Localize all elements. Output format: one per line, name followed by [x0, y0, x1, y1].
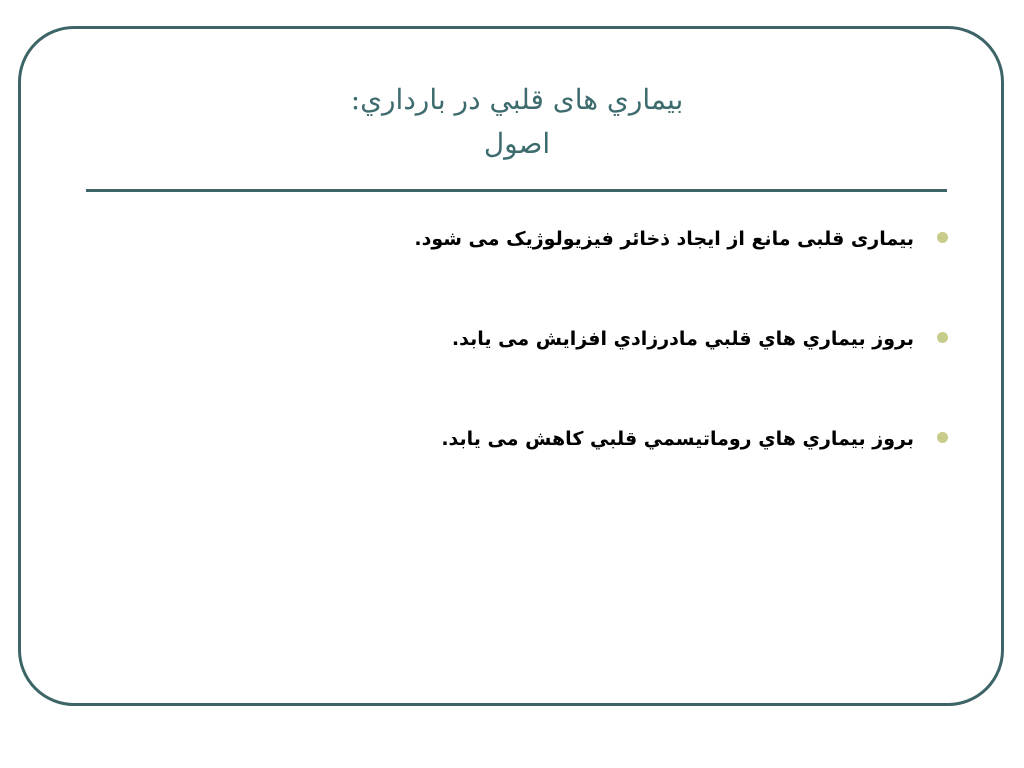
bullet-dot-icon [937, 232, 948, 243]
title-line-1: بيماري های قلبي در بارداري: [350, 83, 684, 116]
bullet-text: بروز بیماري هاي قلبي مادرزادي افزایش می یابد. [451, 328, 914, 350]
bullet-text: بیماری قلبی مانع از ایجاد ذخائر فیزیولوژیک می شود. [414, 228, 914, 250]
bullet-text: بروز بیماري هاي روماتیسمي قلبي كاهش می یابد. [441, 428, 914, 450]
bullet-dot-icon [937, 332, 948, 343]
bullet-list [132, 216, 952, 516]
bullet-item [132, 316, 952, 362]
title-line-2: اصول [483, 127, 551, 160]
title-divider [86, 189, 947, 192]
bullet-item [132, 416, 952, 462]
bullet-item [132, 216, 952, 262]
bullet-dot-icon [937, 432, 948, 443]
slide-title [88, 78, 946, 166]
